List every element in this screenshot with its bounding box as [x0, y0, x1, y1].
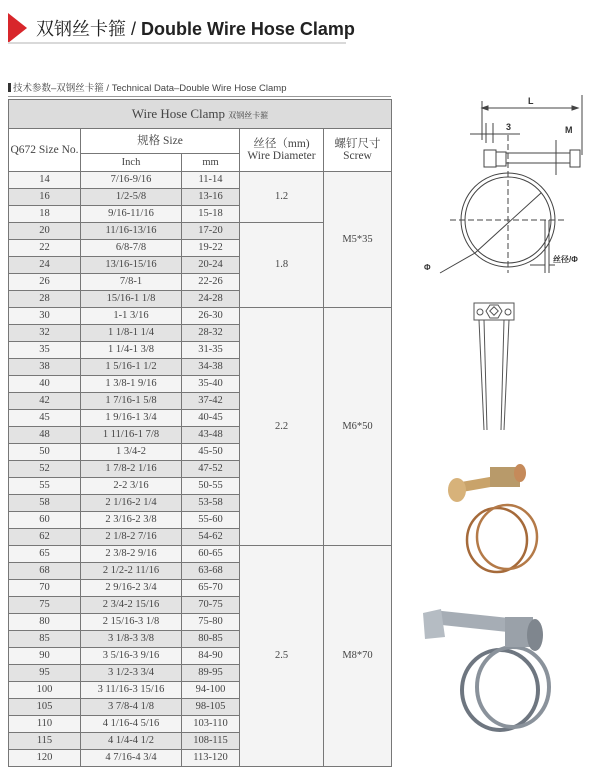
cell-inch: 1-1 3/16 [81, 308, 182, 325]
cell-inch: 4 1/16-4 5/16 [81, 716, 182, 733]
cell-no: 14 [9, 172, 81, 189]
cell-inch: 2 9/16-2 3/4 [81, 580, 182, 597]
cell-mm: 84-90 [182, 648, 240, 665]
cell-mm: 45-50 [182, 444, 240, 461]
cell-inch: 2 1/8-2 7/16 [81, 529, 182, 546]
cell-mm: 70-75 [182, 597, 240, 614]
cell-no: 85 [9, 631, 81, 648]
cell-mm: 53-58 [182, 495, 240, 512]
col-header-size: 规格 Size [81, 129, 240, 154]
cell-mm: 54-62 [182, 529, 240, 546]
svg-text:丝径/Φ: 丝径/Φ [553, 255, 578, 264]
cell-inch: 1 1/8-1 1/4 [81, 325, 182, 342]
cell-no: 105 [9, 699, 81, 716]
cell-mm: 11-14 [182, 172, 240, 189]
cell-mm: 50-55 [182, 478, 240, 495]
cell-no: 50 [9, 444, 81, 461]
cell-mm: 103-110 [182, 716, 240, 733]
bullet-bar-icon [8, 83, 11, 92]
cell-no: 70 [9, 580, 81, 597]
cell-mm: 113-120 [182, 750, 240, 767]
cell-mm: 24-28 [182, 291, 240, 308]
cell-no: 90 [9, 648, 81, 665]
svg-text:Φ: Φ [424, 263, 431, 272]
cell-no: 48 [9, 427, 81, 444]
cell-mm: 35-40 [182, 376, 240, 393]
spec-table [8, 99, 392, 767]
cell-mm: 98-105 [182, 699, 240, 716]
cell-mm: 89-95 [182, 665, 240, 682]
cell-mm: 80-85 [182, 631, 240, 648]
cell-inch: 9/16-11/16 [81, 206, 182, 223]
cell-no: 55 [9, 478, 81, 495]
cell-inch: 7/16-9/16 [81, 172, 182, 189]
red-triangle-icon [8, 13, 27, 43]
cell-mm: 13-16 [182, 189, 240, 206]
cell-inch: 3 1/8-3 3/8 [81, 631, 182, 648]
cell-mm: 26-30 [182, 308, 240, 325]
cell-no: 30 [9, 308, 81, 325]
cell-no: 16 [9, 189, 81, 206]
cell-inch: 2 1/16-2 1/4 [81, 495, 182, 512]
cell-mm: 37-42 [182, 393, 240, 410]
cell-mm: 19-22 [182, 240, 240, 257]
cell-no: 62 [9, 529, 81, 546]
cell-no: 38 [9, 359, 81, 376]
cell-mm: 40-45 [182, 410, 240, 427]
cell-no: 42 [9, 393, 81, 410]
header-underline [8, 42, 346, 44]
cell-mm: 31-35 [182, 342, 240, 359]
cell-inch: 3 5/16-3 9/16 [81, 648, 182, 665]
cell-wire-diameter: 2.5 [240, 546, 324, 767]
cell-inch: 1 3/4-2 [81, 444, 182, 461]
cell-screw: M6*50 [324, 308, 392, 546]
cell-no: 40 [9, 376, 81, 393]
side-view-drawing [460, 295, 540, 440]
cell-no: 32 [9, 325, 81, 342]
cell-inch: 3 1/2-3 3/4 [81, 665, 182, 682]
cell-screw: M8*70 [324, 546, 392, 767]
cell-mm: 55-60 [182, 512, 240, 529]
cell-inch: 2 3/16-2 3/8 [81, 512, 182, 529]
cell-mm: 43-48 [182, 427, 240, 444]
cell-inch: 4 1/4-4 1/2 [81, 733, 182, 750]
cell-mm: 60-65 [182, 546, 240, 563]
col-header-screw: 螺钉尺寸 Screw [324, 129, 392, 172]
cell-no: 95 [9, 665, 81, 682]
cell-mm: 17-20 [182, 223, 240, 240]
cell-no: 24 [9, 257, 81, 274]
cell-no: 20 [9, 223, 81, 240]
cell-no: 35 [9, 342, 81, 359]
cell-mm: 63-68 [182, 563, 240, 580]
cell-inch: 2 3/4-2 15/16 [81, 597, 182, 614]
svg-text:M: M [565, 125, 573, 135]
cell-inch: 2 3/8-2 9/16 [81, 546, 182, 563]
cell-no: 60 [9, 512, 81, 529]
cell-mm: 28-32 [182, 325, 240, 342]
cell-inch: 2 1/2-2 11/16 [81, 563, 182, 580]
cell-no: 26 [9, 274, 81, 291]
cell-inch: 1 9/16-1 3/4 [81, 410, 182, 427]
page-title: 双钢丝卡箍 / Double Wire Hose Clamp [36, 19, 355, 39]
svg-text:L: L [528, 96, 534, 106]
col-header-inch: Inch [81, 154, 182, 172]
cell-inch: 3 7/8-4 1/8 [81, 699, 182, 716]
col-header-wire-diameter: 丝径（mm) Wire Diameter [240, 129, 324, 172]
cell-mm: 15-18 [182, 206, 240, 223]
cell-no: 18 [9, 206, 81, 223]
cell-inch: 1 7/8-2 1/16 [81, 461, 182, 478]
cell-no: 115 [9, 733, 81, 750]
cell-no: 22 [9, 240, 81, 257]
steel-clamp-photo [415, 595, 585, 765]
table-row [9, 172, 392, 189]
cell-no: 110 [9, 716, 81, 733]
cell-wire-diameter: 1.8 [240, 223, 324, 308]
cell-inch: 11/16-13/16 [81, 223, 182, 240]
cell-inch: 1 1/4-1 3/8 [81, 342, 182, 359]
col-header-mm: mm [182, 154, 240, 172]
cell-no: 45 [9, 410, 81, 427]
cell-mm: 47-52 [182, 461, 240, 478]
cell-inch: 6/8-7/8 [81, 240, 182, 257]
table-row [9, 308, 392, 325]
cell-wire-diameter: 2.2 [240, 308, 324, 546]
cell-no: 58 [9, 495, 81, 512]
cell-mm: 75-80 [182, 614, 240, 631]
table-title: Wire Hose Clamp 双钢丝卡箍 [9, 100, 392, 129]
section-divider [8, 96, 391, 97]
section-subtitle: 技术参数–双钢丝卡箍 / Technical Data–Double Wire Hose Clamp [8, 80, 286, 94]
cell-no: 75 [9, 597, 81, 614]
cell-inch: 4 7/16-4 3/4 [81, 750, 182, 767]
cell-inch: 7/8-1 [81, 274, 182, 291]
page-header [8, 12, 355, 44]
cell-inch: 1/2-5/8 [81, 189, 182, 206]
cell-inch: 2-2 3/16 [81, 478, 182, 495]
cell-mm: 108-115 [182, 733, 240, 750]
cell-screw: M5*35 [324, 172, 392, 308]
cell-no: 100 [9, 682, 81, 699]
cell-mm: 65-70 [182, 580, 240, 597]
cell-no: 28 [9, 291, 81, 308]
cell-mm: 94-100 [182, 682, 240, 699]
cell-inch: 1 7/16-1 5/8 [81, 393, 182, 410]
cell-inch: 13/16-15/16 [81, 257, 182, 274]
cell-mm: 22-26 [182, 274, 240, 291]
cell-no: 65 [9, 546, 81, 563]
cell-no: 52 [9, 461, 81, 478]
cell-inch: 2 15/16-3 1/8 [81, 614, 182, 631]
technical-drawing [420, 95, 600, 275]
cell-mm: 34-38 [182, 359, 240, 376]
cell-inch: 1 11/16-1 7/8 [81, 427, 182, 444]
cell-inch: 15/16-1 1/8 [81, 291, 182, 308]
col-header-size-no: Q672 Size No. [9, 129, 81, 172]
table-row [9, 546, 392, 563]
cell-inch: 3 11/16-3 15/16 [81, 682, 182, 699]
cell-no: 80 [9, 614, 81, 631]
svg-text:3: 3 [506, 122, 512, 132]
cell-inch: 1 5/16-1 1/2 [81, 359, 182, 376]
cell-mm: 20-24 [182, 257, 240, 274]
cell-wire-diameter: 1.2 [240, 172, 324, 223]
cell-no: 68 [9, 563, 81, 580]
cell-no: 120 [9, 750, 81, 767]
cell-inch: 1 3/8-1 9/16 [81, 376, 182, 393]
brass-clamp-photo [435, 455, 575, 575]
